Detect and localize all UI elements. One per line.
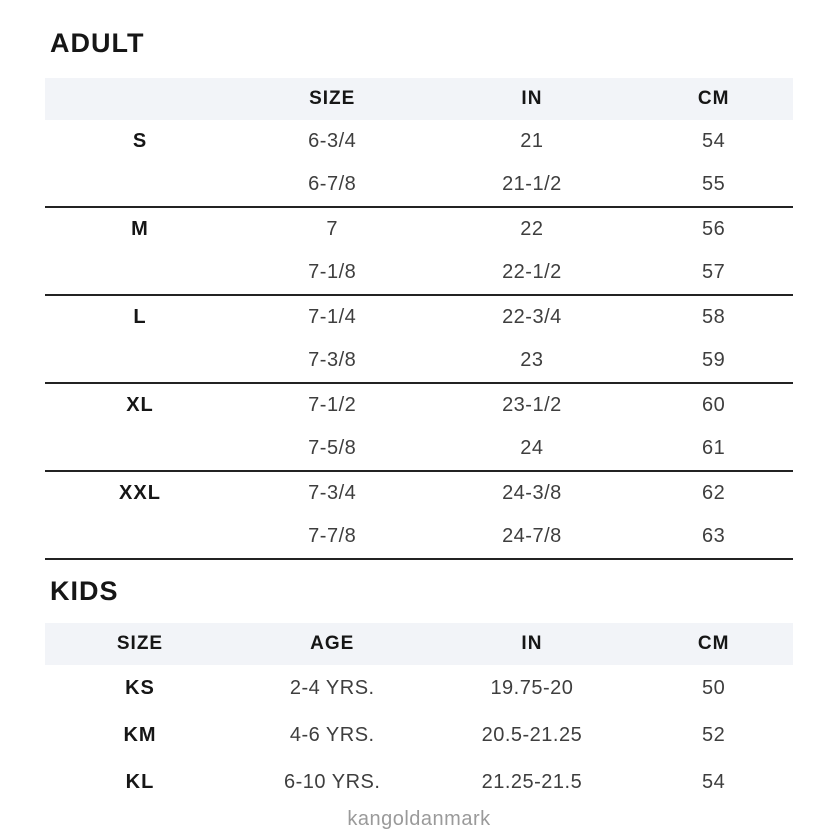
size-group-label: XL — [126, 394, 154, 416]
cm-value: 55 — [702, 173, 726, 195]
kids-col-header-size: SIZE — [116, 633, 164, 654]
size-value: 7 — [326, 218, 339, 240]
cm-value: 61 — [702, 437, 726, 459]
inches-value: 22 — [520, 218, 544, 240]
adult-col-header-in: IN — [521, 88, 543, 109]
adult-size-table — [45, 78, 793, 560]
inches-value: 23 — [520, 349, 544, 371]
table-row — [45, 120, 793, 163]
kids-size-label: KS — [125, 677, 155, 699]
size-value: 6-7/8 — [308, 173, 357, 195]
inches-value: 21 — [520, 130, 544, 152]
size-value: 6-3/4 — [308, 130, 357, 152]
table-row — [45, 427, 793, 470]
adult-table-header-row — [45, 78, 793, 120]
size-value: 7-1/8 — [308, 261, 357, 283]
table-row — [45, 759, 793, 806]
inches-value: 21.25-21.5 — [481, 771, 583, 793]
cm-value: 54 — [702, 771, 726, 793]
size-group-label: L — [133, 306, 147, 328]
inches-value: 23-1/2 — [502, 394, 562, 416]
size-value: 7-1/2 — [308, 394, 357, 416]
adult-size-group-m — [45, 208, 793, 296]
table-row — [45, 665, 793, 712]
size-value: 7-3/4 — [308, 482, 357, 504]
kids-col-header-age: AGE — [310, 633, 355, 654]
cm-value: 54 — [702, 130, 726, 152]
table-row — [45, 515, 793, 558]
size-group-label: S — [132, 130, 148, 152]
age-value: 6-10 YRS. — [284, 771, 381, 793]
kids-col-header-in: IN — [521, 633, 543, 654]
adult-col-header-size: SIZE — [309, 88, 356, 109]
inches-value: 21-1/2 — [502, 173, 562, 195]
kids-section-title: KIDS — [50, 576, 119, 606]
cm-value: 50 — [702, 677, 726, 699]
kids-size-label: KM — [123, 724, 157, 746]
age-value: 2-4 YRS. — [289, 677, 375, 699]
table-row — [45, 384, 793, 427]
cm-value: 63 — [702, 525, 726, 547]
cm-value: 59 — [702, 349, 726, 371]
kids-size-label: KL — [125, 771, 155, 793]
adult-section-title: ADULT — [50, 28, 145, 58]
inches-value: 24 — [520, 437, 544, 459]
inches-value: 19.75-20 — [490, 677, 574, 699]
size-group-label: M — [131, 218, 149, 240]
inches-value: 24-7/8 — [502, 525, 562, 547]
adult-size-group-xxl — [45, 472, 793, 560]
size-value: 7-3/8 — [308, 349, 357, 371]
table-row — [45, 208, 793, 251]
watermark-text: kangoldanmark — [347, 808, 491, 830]
inches-value: 22-3/4 — [502, 306, 562, 328]
adult-size-group-s — [45, 120, 793, 208]
cm-value: 60 — [702, 394, 726, 416]
cm-value: 58 — [702, 306, 726, 328]
size-value: 7-7/8 — [308, 525, 357, 547]
cm-value: 52 — [702, 724, 726, 746]
adult-size-group-xl — [45, 384, 793, 472]
size-value: 7-1/4 — [308, 306, 357, 328]
size-value: 7-5/8 — [308, 437, 357, 459]
table-row — [45, 472, 793, 515]
table-row — [45, 251, 793, 294]
adult-col-header-cm: CM — [697, 88, 730, 109]
kids-table-header-row — [45, 623, 793, 665]
adult-size-group-l — [45, 296, 793, 384]
inches-value: 24-3/8 — [502, 482, 562, 504]
size-group-label: XXL — [119, 482, 161, 504]
table-row — [45, 712, 793, 759]
table-row — [45, 296, 793, 339]
inches-value: 22-1/2 — [502, 261, 562, 283]
cm-value: 62 — [702, 482, 726, 504]
kids-size-table — [45, 623, 793, 806]
cm-value: 56 — [702, 218, 726, 240]
cm-value: 57 — [702, 261, 726, 283]
table-row — [45, 163, 793, 206]
table-row — [45, 339, 793, 382]
kids-col-header-cm: CM — [697, 633, 730, 654]
inches-value: 20.5-21.25 — [481, 724, 583, 746]
age-value: 4-6 YRS. — [289, 724, 375, 746]
